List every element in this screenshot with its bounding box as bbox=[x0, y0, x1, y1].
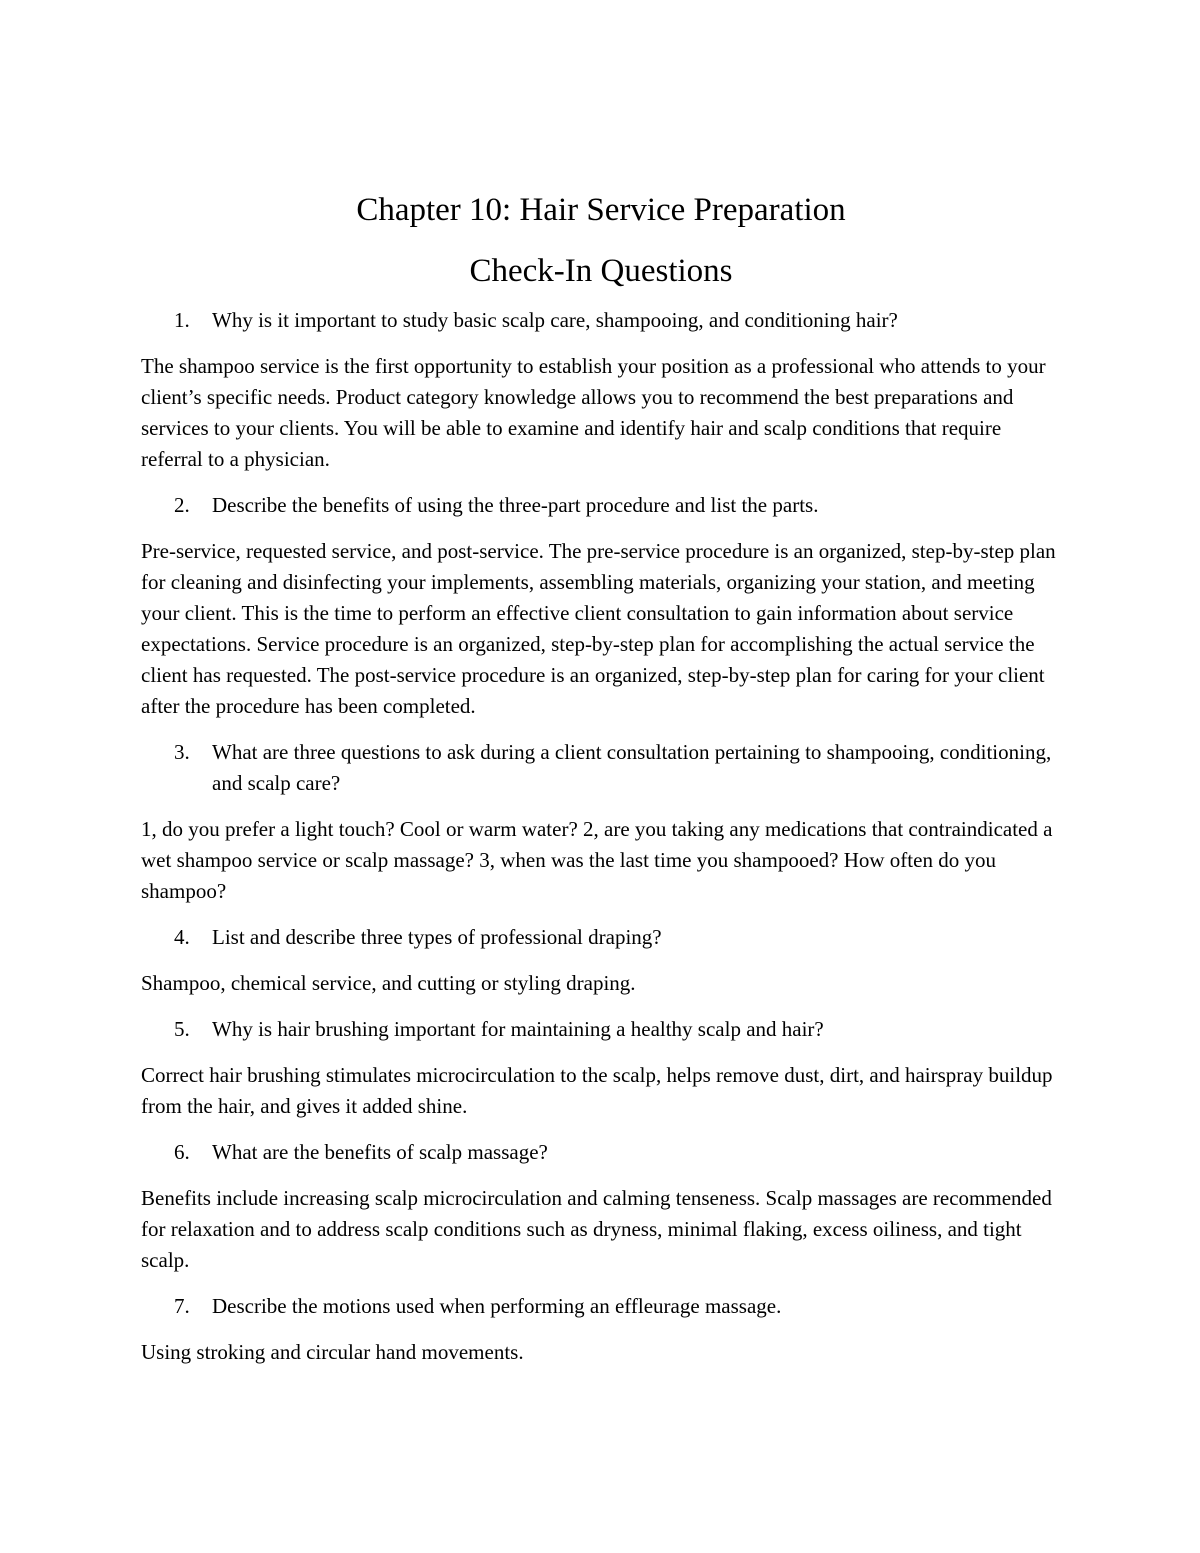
answer-text: Benefits include increasing scalp microcirculation and calming tenseness. Scalp massages are recommended for relaxation and to address scalp conditions such as dryness, minimal flaking, excess oiliness, and tight scalp. bbox=[141, 1186, 1052, 1272]
question-number: 1. bbox=[174, 308, 190, 332]
question-text: What are three questions to ask during a client consultation pertaining to shampooing, conditioning, and scalp care? bbox=[212, 740, 1052, 795]
question-number: 5. bbox=[174, 1017, 190, 1041]
question-text: What are the benefits of scalp massage? bbox=[212, 1140, 548, 1164]
answer-text: Using stroking and circular hand movements. bbox=[141, 1340, 524, 1364]
question-number: 6. bbox=[174, 1140, 190, 1164]
answer-text: Shampoo, chemical service, and cutting or styling draping. bbox=[141, 971, 636, 995]
document-page bbox=[141, 190, 1061, 1383]
question-number: 4. bbox=[174, 925, 190, 949]
question-item bbox=[141, 305, 1061, 336]
page-title: Chapter 10: Hair Service Preparation bbox=[356, 192, 846, 228]
question-number: 2. bbox=[174, 493, 190, 517]
question-item bbox=[141, 1137, 1061, 1168]
question-item bbox=[141, 1014, 1061, 1045]
question-item bbox=[141, 922, 1061, 953]
question-text: Describe the benefits of using the three-part procedure and list the parts. bbox=[212, 493, 819, 517]
question-text: Why is it important to study basic scalp care, shampooing, and conditioning hair? bbox=[212, 308, 898, 332]
answer-text: The shampoo service is the first opportunity to establish your position as a professional who attends to your client’s specific needs. Product category knowledge allows you to recommend the best preparations and services to your clients. You will be able to examine and identify hair and scalp conditions that require referral to a physician. bbox=[141, 354, 1046, 471]
question-text: List and describe three types of professional draping? bbox=[212, 925, 662, 949]
answer-text: 1, do you prefer a light touch? Cool or warm water? 2, are you taking any medications that contraindicated a wet shampoo service or scalp massage? 3, when was the last time you shampooed? How often do you shampoo? bbox=[141, 817, 1053, 903]
question-item bbox=[141, 490, 1061, 521]
question-number: 3. bbox=[174, 740, 190, 764]
question-text: Describe the motions used when performing an effleurage massage. bbox=[212, 1294, 782, 1318]
question-number: 7. bbox=[174, 1294, 190, 1318]
question-item bbox=[141, 737, 1061, 799]
question-list bbox=[141, 305, 1061, 1368]
answer-text: Pre-service, requested service, and post-service. The pre-service procedure is an organized, step-by-step plan for cleaning and disinfecting your implements, assembling materials, organizing your station, and meeting your client. This is the time to perform an effective client consultation to gain information about service expectations. Service procedure is an organized, step-by-step plan for accomplishing the actual service the client has requested. The post-service procedure is an organized, step-by-step plan for caring for your client after the procedure has been completed. bbox=[141, 539, 1056, 718]
answer-text: Correct hair brushing stimulates microcirculation to the scalp, helps remove dust, dirt, and hairspray buildup from the hair, and gives it added shine. bbox=[141, 1063, 1053, 1118]
question-item bbox=[141, 1291, 1061, 1322]
page-subtitle: Check-In Questions bbox=[469, 253, 733, 289]
question-text: Why is hair brushing important for maintaining a healthy scalp and hair? bbox=[212, 1017, 824, 1041]
